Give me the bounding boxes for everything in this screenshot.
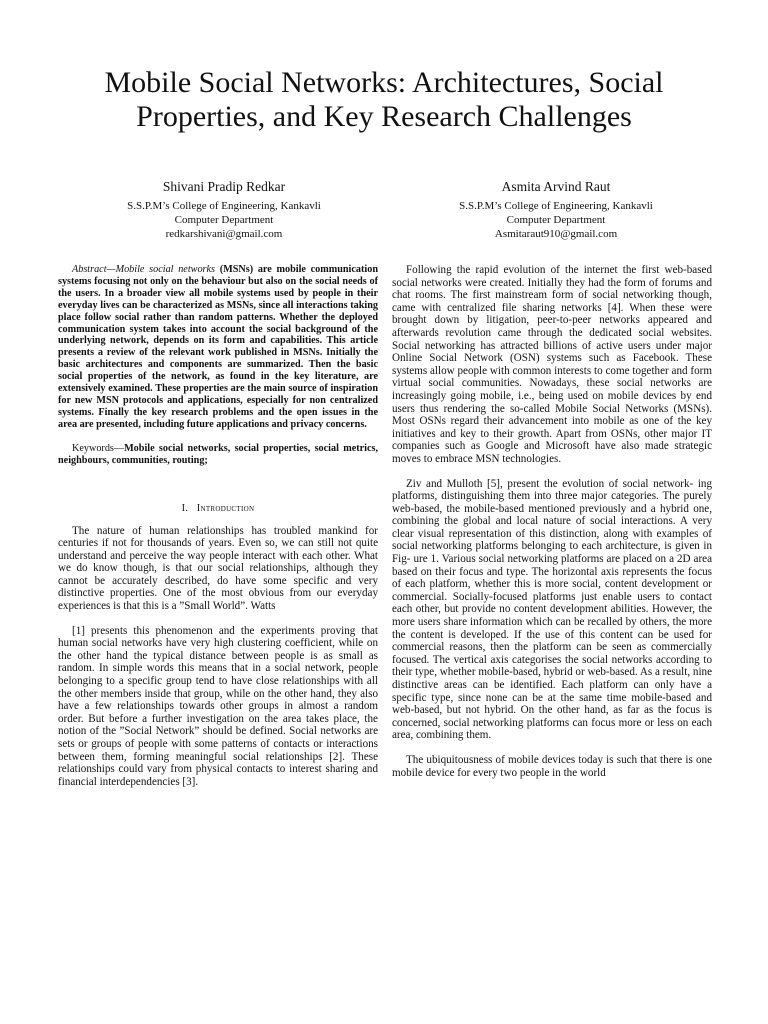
keywords	[58, 443, 378, 467]
abstract-lead: —Mobile social networks	[106, 264, 215, 275]
section-heading	[58, 503, 378, 515]
paper-title: Mobile Social Networks: Architectures, Social Properties, and Key Research Challenges	[104, 66, 664, 133]
author-name: Asmita Arvind Raut	[501, 179, 611, 194]
body-paragraph: Ziv and Mulloth [5], present the evolution of social network- ing platforms, distinguishing them into three major categories. The purely web-based, the mobile-based mentioned previously and a hybrid one, combining the global and local nature of social interactions. A very clear visual representation of this distinction, along with examples of social networking platforms belonging to each architecture, is given in Fig- ure 1. Various social networking platforms are placed on a 2D area based on their focus and type. The horizontal axis represents the focus of each platform, whether this is more social, content development or commercial. Socially-focused platforms just enable users to contact each other, but provide no content development abilities. However, the more users share information which can be recalled by others, the more the content is developed. If the use of this content can be used for commercial reasons, then the platform can be seen as commercially focused. The vertical axis categorises the social networks according to their type, whether mobile-based, hybrid or web-based. As a result, nine distinctive areas can be identified. Each platform can only have a specific type, since none can be at the same time mobile-based and web-based, but not hybrid. On the other hand, as far as the focus is concerned, social networking platforms can focus more or less on each area, combining them.	[392, 477, 712, 742]
right-column	[392, 264, 712, 779]
body-paragraph: Following the rapid evolution of the internet the first web-based social networks were created. Initially they had the form of forums and chat rooms. The first mainstream form of social networking though, came with centralized file sharing networks [4]. When these were brought down by litigation, peer-to-peer networks appeared and afterwards revolution came through the dedicated social websites. Social networking has attracted billions of active users under major Online Social Network (OSN) systems such as Facebook. These systems allow people with common interests to come together and form virtual social communities. Nowadays, these social networks are increasingly going mobile, i.e., being used on mobile devices by end users thus rendering the so-called Mobile Social Networks (MSNs). Most OSNs regard their advancement into mobile as one of the key initiatives and key to their growth. Apart from OSNs, other major IT companies such as Google and Microsoft have also made strategic moves to embrace MSN technologies.	[392, 264, 712, 465]
abstract-body: (MSNs) are mobile communication systems focusing not only on the behaviour but also on the social needs of the users. In a broader view all mobile systems used by people in their everyday lives can be characterized as MSNs, since all interactions taking place follow social rather than random patterns. Whether the deployed communication system takes into account the social background of the underlying network, depends on its form and capabilities. This article presents a review of the relevant work published in MSNs. Initially the basic architectures and components are summarized. Then the basic social properties of the network, as found in the key literature, are extensively examined. These properties are the main source of inspiration for new MSN protocols and applications, especially for non centralized systems. Finally the key research problems and the open issues in the area are presented, including future applications and privacy concerns.	[58, 264, 378, 430]
author-affiliation: S.S.P.M’s College of Engineering, Kankavli	[127, 200, 321, 212]
keywords-label: Keywords—	[72, 442, 125, 454]
author-block-2	[406, 178, 706, 241]
left-column	[58, 264, 378, 788]
abstract	[58, 264, 378, 431]
author-department: Computer Department	[174, 214, 274, 226]
author-name: Shivani Pradip Redkar	[162, 179, 286, 194]
abstract-label: Abstract	[72, 264, 107, 275]
author-email: Asmitaraut910@gmail.com	[494, 228, 618, 240]
author-block-1	[74, 178, 374, 241]
body-paragraph: [1] presents this phenomenon and the experiments proving that human social networks have very high clustering coefficient, while on the other hand the typical distance between people is as small as random. In simple words this means that in a social network, people belonging to a specific group tend to have close relationships with all the other members inside that group, while on the other hand, they also have a few relationships towards other groups in almost a random order. But before a further investigation on the area takes place, the notion of the ”Social Network” should be defined. Social networks are sets or groups of people with some patterns of contacts or interactions between them, forming meaningful social relationships [2]. These relationships could vary from physical contacts to interest sharing and financial interdependencies [3].	[58, 624, 378, 788]
body-paragraph: The ubiquitousness of mobile devices today is such that there is one mobile device for every two people in the world	[392, 753, 712, 779]
section-number: I.	[181, 502, 189, 514]
author-department: Computer Department	[506, 214, 606, 226]
keywords-text: Mobile social networks, social properties, social metrics, neighbours, communities, routing;	[58, 442, 378, 466]
body-paragraph: The nature of human relationships has troubled mankind for centuries if not for thousands of years. Even so, we can still not quite understand and perceive the way people interact with each other. What we do know though, is that our social relationships, although they cannot be accurately described, do have some specific and very distinctive properties. One of the most obvious from our everyday experiences is that this is a ”Small World”. Watts	[58, 524, 378, 613]
section-title: Introduction	[196, 502, 255, 514]
author-email: redkarshivani@gmail.com	[165, 228, 283, 240]
author-affiliation: S.S.P.M’s College of Engineering, Kankavli	[459, 200, 653, 212]
